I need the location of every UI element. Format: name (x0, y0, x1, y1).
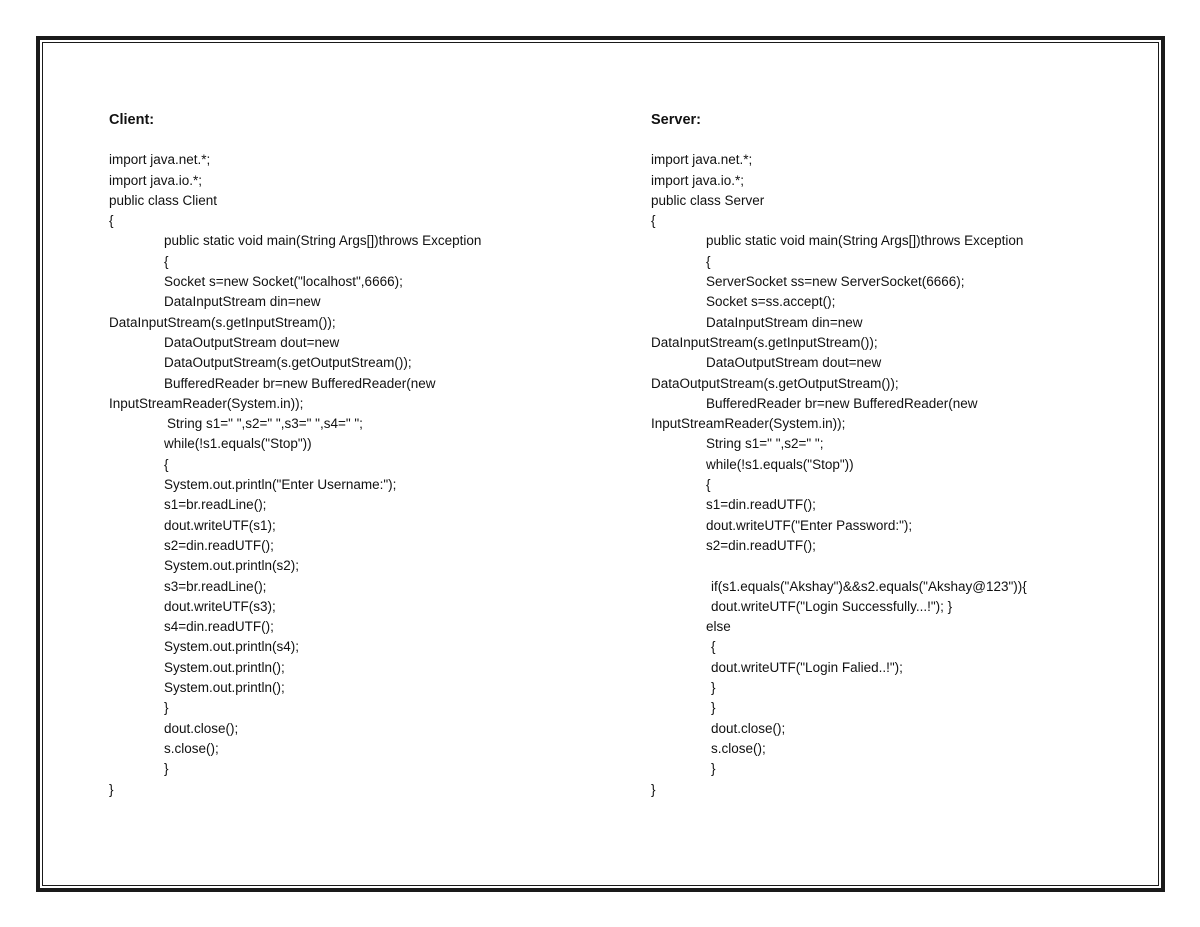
code-line: DataInputStream din=new (706, 314, 863, 330)
code-line: dout.writeUTF(s1); (164, 517, 276, 533)
code-line: s2=din.readUTF(); (706, 537, 816, 553)
code-line: } (711, 761, 716, 777)
code-line: ServerSocket ss=new ServerSocket(6666); (706, 274, 965, 290)
code-line: BufferedReader br=new BufferedReader(new (706, 395, 978, 411)
code-line: } (711, 700, 716, 716)
code-line: s.close(); (164, 740, 219, 756)
code-line: dout.writeUTF("Enter Password:"); (706, 517, 913, 533)
code-line: dout.close(); (711, 720, 786, 736)
blank-line (651, 556, 1151, 576)
code-line: BufferedReader br=new BufferedReader(new (164, 375, 436, 391)
code-line: s1=br.readLine(); (164, 497, 267, 513)
code-line: else (706, 619, 731, 635)
code-line: public static void main(String Args[])throws Exception (706, 233, 1024, 249)
code-line: { (651, 213, 656, 229)
code-line: DataOutputStream dout=new (706, 355, 882, 371)
server-code-column (651, 110, 1151, 800)
code-line: DataOutputStream(s.getOutputStream()); (164, 355, 412, 371)
code-line: s3=br.readLine(); (164, 578, 267, 594)
code-line: public class Client (109, 192, 218, 208)
code-line: dout.writeUTF(s3); (164, 598, 276, 614)
code-line: System.out.println("Enter Username:"); (164, 477, 397, 493)
code-line: import java.net.*; (109, 152, 211, 168)
code-line: Socket s=ss.accept(); (706, 294, 836, 310)
code-line: } (164, 700, 169, 716)
code-line: InputStreamReader(System.in)); (109, 395, 304, 411)
code-line: System.out.println(s2); (164, 558, 300, 574)
code-line: DataOutputStream dout=new (164, 334, 340, 350)
code-line: } (651, 781, 656, 797)
server-heading: Server: (651, 112, 701, 128)
code-line: System.out.println(); (164, 680, 285, 696)
code-line: while(!s1.equals("Stop")) (164, 436, 312, 452)
code-line: s4=din.readUTF(); (164, 619, 274, 635)
code-line: import java.io.*; (109, 172, 203, 188)
code-line: { (164, 456, 169, 472)
code-line: while(!s1.equals("Stop")) (706, 456, 854, 472)
code-line: System.out.println(); (164, 659, 285, 675)
code-line: { (706, 253, 711, 269)
code-line: import java.io.*; (651, 172, 745, 188)
code-line: DataInputStream din=new (164, 294, 321, 310)
code-line: { (711, 639, 716, 655)
code-line: s1=din.readUTF(); (706, 497, 816, 513)
client-code-column (109, 110, 609, 800)
code-line: s2=din.readUTF(); (164, 537, 274, 553)
code-line: } (109, 781, 114, 797)
code-line: Socket s=new Socket("localhost",6666); (164, 274, 403, 290)
code-line: dout.close(); (164, 720, 239, 736)
code-line: public static void main(String Args[])throws Exception (164, 233, 482, 249)
code-line: } (164, 761, 169, 777)
code-line: { (164, 253, 169, 269)
code-line: System.out.println(s4); (164, 639, 300, 655)
code-line: import java.net.*; (651, 152, 753, 168)
code-line: { (109, 213, 114, 229)
code-line: DataInputStream(s.getInputStream()); (109, 314, 336, 330)
code-line: String s1=" ",s2=" "; (706, 436, 824, 452)
code-line: InputStreamReader(System.in)); (651, 416, 846, 432)
code-line: DataInputStream(s.getInputStream()); (651, 334, 878, 350)
code-line: if(s1.equals("Akshay")&&s2.equals("Akshay@123")){ (711, 578, 1027, 594)
code-line: String s1=" ",s2=" ",s3=" ",s4=" "; (167, 416, 363, 432)
code-line: } (711, 680, 716, 696)
code-line: dout.writeUTF("Login Falied..!"); (711, 659, 903, 675)
code-line: DataOutputStream(s.getOutputStream()); (651, 375, 899, 391)
code-line: public class Server (651, 192, 765, 208)
code-line: { (706, 477, 711, 493)
code-line: dout.writeUTF("Login Successfully...!"); } (711, 598, 953, 614)
client-heading: Client: (109, 112, 155, 128)
code-line: s.close(); (711, 740, 766, 756)
